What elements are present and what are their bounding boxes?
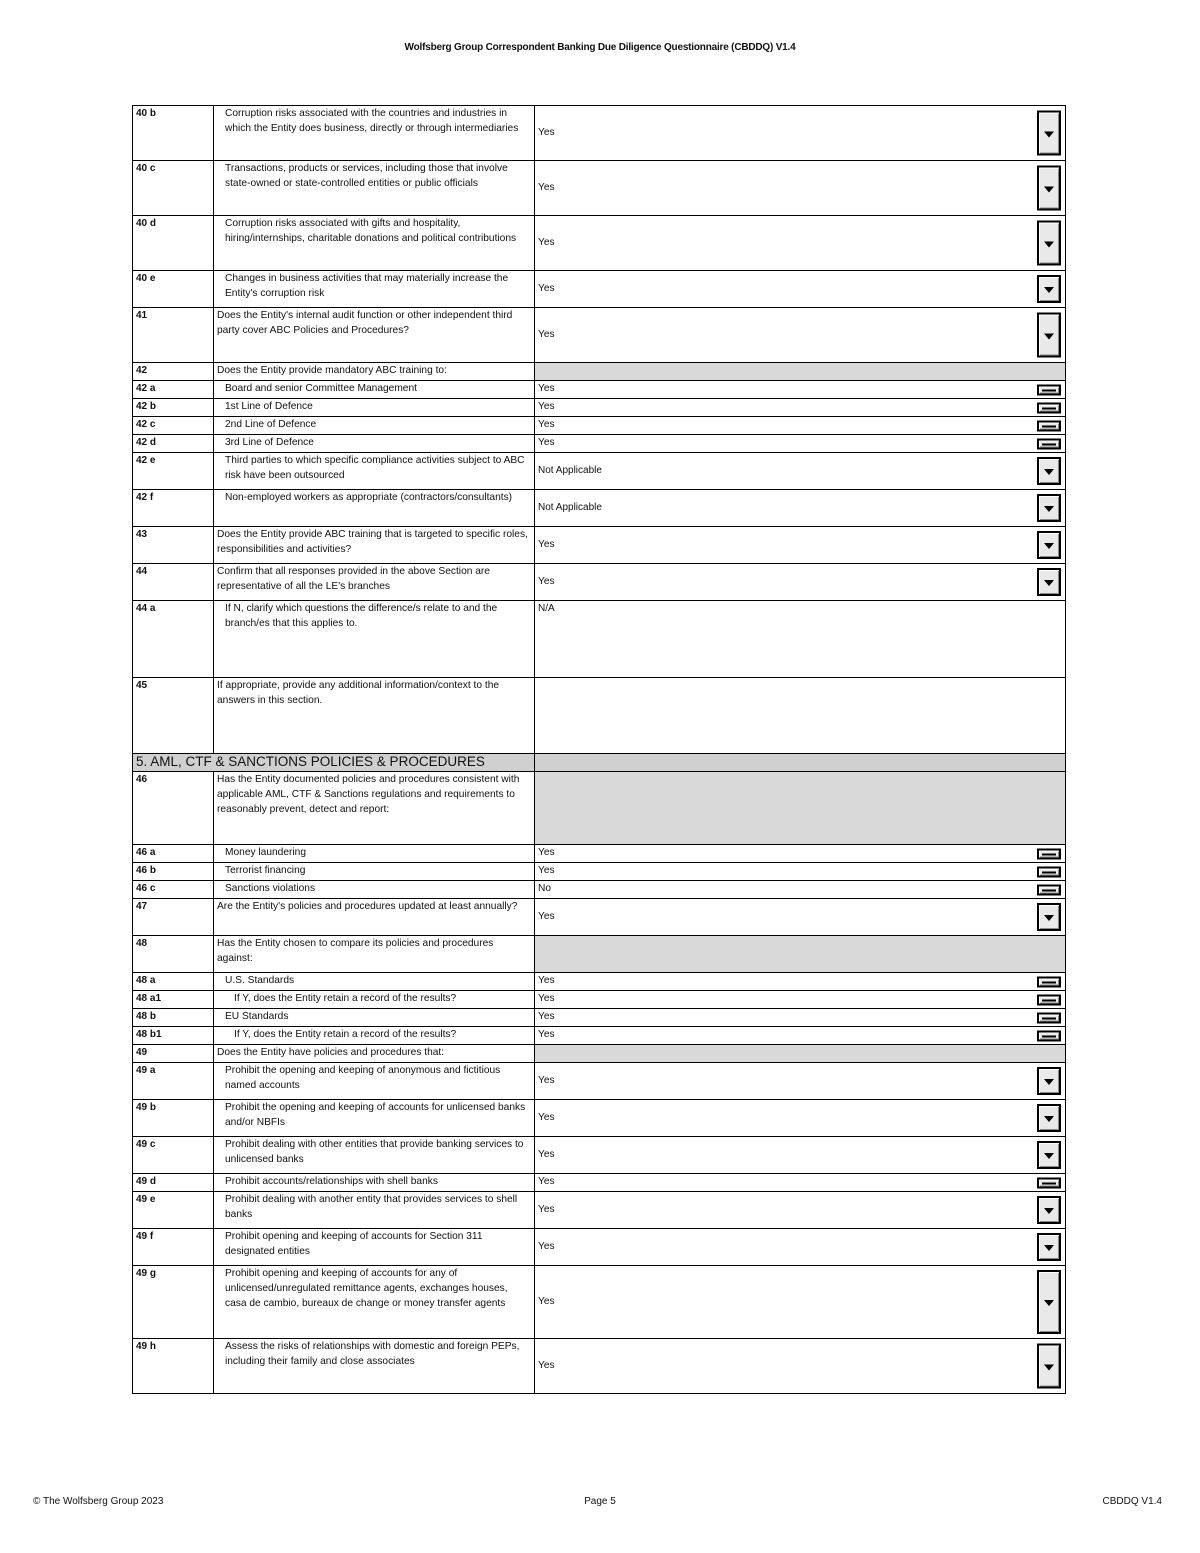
answer-dropdown[interactable] <box>535 216 1066 271</box>
answer-shaded-cell <box>535 363 1066 381</box>
question-number: 49 <box>133 1045 214 1063</box>
section-title: 5. AML, CTF & SANCTIONS POLICIES & PROCEDURES <box>133 754 535 772</box>
question-row-49e <box>133 1192 1066 1229</box>
question-text: Corruption risks associated with the countries and industries in which the Entity does business, directly or through intermediaries <box>214 106 535 161</box>
question-text: Does the Entity provide mandatory ABC training to: <box>214 363 535 381</box>
dropdown-arrow-icon[interactable] <box>1037 531 1061 559</box>
answer-value: Yes <box>538 1359 555 1371</box>
question-number: 44 <box>133 564 214 601</box>
question-text: If appropriate, provide any additional information/context to the answers in this section. <box>214 678 535 754</box>
question-number: 46 b <box>133 863 214 881</box>
answer-value: Yes <box>538 1203 555 1215</box>
answer-value: Yes <box>538 419 555 431</box>
footer-version: CBDDQ V1.4 <box>1102 1496 1162 1507</box>
question-number: 40 b <box>133 106 214 161</box>
question-number: 49 c <box>133 1137 214 1174</box>
question-row-48 <box>133 936 1066 973</box>
question-text: If N, clarify which questions the difference/s relate to and the branch/es that this applies to. <box>214 601 535 678</box>
answer-value: Not Applicable <box>538 501 602 513</box>
question-number: 42 e <box>133 453 214 490</box>
question-row-49g <box>133 1266 1066 1339</box>
answer-dropdown[interactable] <box>535 1100 1066 1137</box>
answer-dropdown[interactable] <box>535 899 1066 936</box>
question-number: 44 a <box>133 601 214 678</box>
question-number: 42 b <box>133 399 214 417</box>
question-text: Confirm that all responses provided in the above Section are representative of all the LE's branches <box>214 564 535 601</box>
question-row-43 <box>133 527 1066 564</box>
question-text: Prohibit the opening and keeping of anonymous and fictitious named accounts <box>214 1063 535 1100</box>
question-number: 48 b <box>133 1009 214 1027</box>
dropdown-arrow-icon[interactable] <box>1037 1067 1061 1095</box>
dropdown-button-icon[interactable] <box>1037 1012 1061 1023</box>
question-row-42d <box>133 435 1066 453</box>
answer-dropdown[interactable] <box>535 1027 1066 1045</box>
answer-value: Not Applicable <box>538 464 602 476</box>
dropdown-button-icon[interactable] <box>1037 866 1061 877</box>
dropdown-button-icon[interactable] <box>1037 884 1061 895</box>
question-text: Non-employed workers as appropriate (contractors/consultants) <box>214 490 535 527</box>
answer-dropdown[interactable] <box>535 1339 1066 1394</box>
answer-value: Yes <box>538 1111 555 1123</box>
answer-dropdown[interactable] <box>535 1137 1066 1174</box>
questionnaire-table <box>132 105 1066 1394</box>
answer-dropdown[interactable] <box>535 845 1066 863</box>
answer-dropdown[interactable] <box>535 1009 1066 1027</box>
question-text: Changes in business activities that may materially increase the Entity's corruption risk <box>214 271 535 308</box>
footer-page-number: Page 5 <box>584 1496 616 1507</box>
answer-value: Yes <box>538 126 555 138</box>
question-number: 49 a <box>133 1063 214 1100</box>
question-number: 40 c <box>133 161 214 216</box>
question-text: Does the Entity have policies and procedures that: <box>214 1045 535 1063</box>
question-row-45 <box>133 678 1066 754</box>
answer-value: Yes <box>538 236 555 248</box>
question-row-40b <box>133 106 1066 161</box>
question-text: EU Standards <box>214 1009 535 1027</box>
question-number: 49 f <box>133 1229 214 1266</box>
dropdown-arrow-icon[interactable] <box>1037 275 1061 303</box>
question-row-48b <box>133 1009 1066 1027</box>
question-row-40c <box>133 161 1066 216</box>
dropdown-button-icon[interactable] <box>1037 402 1061 413</box>
dropdown-button-icon[interactable] <box>1037 420 1061 431</box>
question-text: Assess the risks of relationships with domestic and foreign PEPs, including their family and close associates <box>214 1339 535 1394</box>
question-text: Does the Entity's internal audit function or other independent third party cover ABC Policies and Procedures? <box>214 308 535 363</box>
answer-dropdown[interactable] <box>535 417 1066 435</box>
dropdown-arrow-icon[interactable] <box>1037 221 1061 266</box>
question-number: 43 <box>133 527 214 564</box>
question-text: Terrorist financing <box>214 863 535 881</box>
answer-shaded-cell <box>535 772 1066 845</box>
answer-dropdown[interactable] <box>535 1192 1066 1229</box>
dropdown-arrow-icon[interactable] <box>1037 1344 1061 1389</box>
question-text: Prohibit opening and keeping of accounts for Section 311 designated entities <box>214 1229 535 1266</box>
question-number: 42 a <box>133 381 214 399</box>
answer-dropdown[interactable] <box>535 1229 1066 1266</box>
answer-dropdown[interactable] <box>535 106 1066 161</box>
dropdown-button-icon[interactable] <box>1037 1030 1061 1041</box>
question-number: 45 <box>133 678 214 754</box>
question-row-46a <box>133 845 1066 863</box>
question-text: Money laundering <box>214 845 535 863</box>
question-text: Board and senior Committee Management <box>214 381 535 399</box>
question-number: 49 d <box>133 1174 214 1192</box>
answer-dropdown[interactable] <box>535 527 1066 564</box>
answer-dropdown[interactable] <box>535 161 1066 216</box>
answer-value: Yes <box>538 328 555 340</box>
question-row-48a1 <box>133 991 1066 1009</box>
question-text: Prohibit accounts/relationships with shell banks <box>214 1174 535 1192</box>
question-text: If Y, does the Entity retain a record of the results? <box>214 991 535 1009</box>
answer-value: No <box>538 883 552 895</box>
dropdown-arrow-icon[interactable] <box>1037 1196 1061 1224</box>
answer-dropdown[interactable] <box>535 271 1066 308</box>
question-row-42f <box>133 490 1066 527</box>
answer-value: Yes <box>538 437 555 449</box>
question-row-48a <box>133 973 1066 991</box>
question-number: 42 f <box>133 490 214 527</box>
answer-dropdown[interactable] <box>535 308 1066 363</box>
question-row-44 <box>133 564 1066 601</box>
question-text: 1st Line of Defence <box>214 399 535 417</box>
question-number: 42 c <box>133 417 214 435</box>
answer-value: Yes <box>538 181 555 193</box>
answer-dropdown[interactable] <box>535 435 1066 453</box>
question-number: 48 <box>133 936 214 973</box>
answer-dropdown[interactable] <box>535 1174 1066 1192</box>
question-row-42a <box>133 381 1066 399</box>
dropdown-button-icon[interactable] <box>1037 1177 1061 1188</box>
answer-value: Yes <box>538 975 555 987</box>
answer-dropdown[interactable] <box>535 490 1066 527</box>
answer-value: Yes <box>538 1011 555 1023</box>
answer-value: Yes <box>538 401 555 413</box>
answer-dropdown[interactable] <box>535 991 1066 1009</box>
question-row-49c <box>133 1137 1066 1174</box>
answer-dropdown[interactable] <box>535 564 1066 601</box>
question-number: 42 <box>133 363 214 381</box>
answer-dropdown[interactable] <box>535 453 1066 490</box>
question-number: 49 g <box>133 1266 214 1339</box>
dropdown-arrow-icon[interactable] <box>1037 1104 1061 1132</box>
dropdown-arrow-icon[interactable] <box>1037 457 1061 485</box>
question-number: 47 <box>133 899 214 936</box>
dropdown-arrow-icon[interactable] <box>1037 1141 1061 1169</box>
section-header-blank <box>535 754 1066 772</box>
question-text: Prohibit dealing with other entities that provide banking services to unlicensed banks <box>214 1137 535 1174</box>
question-row-44a <box>133 601 1066 678</box>
answer-value: Yes <box>538 910 555 922</box>
dropdown-arrow-icon[interactable] <box>1037 111 1061 156</box>
section-header-row <box>133 754 1066 772</box>
dropdown-arrow-icon[interactable] <box>1037 166 1061 211</box>
answer-value: Yes <box>538 538 555 550</box>
question-row-46 <box>133 772 1066 845</box>
document-header-title: Wolfsberg Group Correspondent Banking Due Diligence Questionnaire (CBDDQ) V1.4 <box>404 42 796 53</box>
question-text: Third parties to which specific compliance activities subject to ABC risk have been outsourced <box>214 453 535 490</box>
answer-value: Yes <box>538 1240 555 1252</box>
dropdown-arrow-icon[interactable] <box>1037 494 1061 522</box>
dropdown-button-icon[interactable] <box>1037 384 1061 395</box>
answer-value: Yes <box>538 993 555 1005</box>
question-text: Corruption risks associated with gifts and hospitality, hiring/internships, charitable donations and political contributions <box>214 216 535 271</box>
question-row-49h <box>133 1339 1066 1394</box>
dropdown-arrow-icon[interactable] <box>1037 1270 1061 1334</box>
answer-value: Yes <box>538 1176 555 1188</box>
question-row-47 <box>133 899 1066 936</box>
answer-value: Yes <box>538 1074 555 1086</box>
dropdown-button-icon[interactable] <box>1037 994 1061 1005</box>
question-number: 48 b1 <box>133 1027 214 1045</box>
question-row-46b <box>133 863 1066 881</box>
question-text: U.S. Standards <box>214 973 535 991</box>
answer-dropdown[interactable] <box>535 399 1066 417</box>
answer-value: Yes <box>538 282 555 294</box>
question-number: 49 h <box>133 1339 214 1394</box>
question-text: If Y, does the Entity retain a record of the results? <box>214 1027 535 1045</box>
question-row-49d <box>133 1174 1066 1192</box>
question-number: 40 e <box>133 271 214 308</box>
question-row-41 <box>133 308 1066 363</box>
question-number: 48 a1 <box>133 991 214 1009</box>
question-number: 41 <box>133 308 214 363</box>
question-row-40d <box>133 216 1066 271</box>
question-number: 46 c <box>133 881 214 899</box>
dropdown-button-icon[interactable] <box>1037 848 1061 859</box>
answer-dropdown[interactable] <box>535 973 1066 991</box>
question-text: Are the Entity's policies and procedures updated at least annually? <box>214 899 535 936</box>
question-number: 42 d <box>133 435 214 453</box>
answer-value: Yes <box>538 1148 555 1160</box>
question-number: 49 b <box>133 1100 214 1137</box>
question-text: Prohibit the opening and keeping of accounts for unlicensed banks and/or NBFIs <box>214 1100 535 1137</box>
question-row-40e <box>133 271 1066 308</box>
question-number: 48 a <box>133 973 214 991</box>
answer-dropdown[interactable] <box>535 381 1066 399</box>
answer-value: Yes <box>538 383 555 395</box>
answer-value: Yes <box>538 1029 555 1041</box>
answer-text-field[interactable]: N/A <box>535 601 1066 678</box>
question-text: 2nd Line of Defence <box>214 417 535 435</box>
answer-value: Yes <box>538 1295 555 1307</box>
answer-dropdown[interactable] <box>535 1266 1066 1339</box>
question-row-42c <box>133 417 1066 435</box>
question-text: Has the Entity chosen to compare its policies and procedures against: <box>214 936 535 973</box>
question-row-46c <box>133 881 1066 899</box>
answer-value: Yes <box>538 865 555 877</box>
answer-dropdown[interactable] <box>535 1063 1066 1100</box>
answer-dropdown[interactable] <box>535 881 1066 899</box>
question-text: Sanctions violations <box>214 881 535 899</box>
dropdown-arrow-icon[interactable] <box>1037 313 1061 358</box>
question-row-49b <box>133 1100 1066 1137</box>
answer-value: Yes <box>538 575 555 587</box>
answer-value: Yes <box>538 847 555 859</box>
question-row-49a <box>133 1063 1066 1100</box>
question-row-42b <box>133 399 1066 417</box>
dropdown-arrow-icon[interactable] <box>1037 1233 1061 1261</box>
answer-shaded-cell <box>535 936 1066 973</box>
question-number: 49 e <box>133 1192 214 1229</box>
question-number: 40 d <box>133 216 214 271</box>
question-row-49 <box>133 1045 1066 1063</box>
question-text: Prohibit opening and keeping of accounts for any of unlicensed/unregulated remittance agents, exchanges houses, casa de cambio, bureaux de change or money transfer agents <box>214 1266 535 1339</box>
footer-copyright: © The Wolfsberg Group 2023 <box>33 1496 164 1507</box>
dropdown-button-icon[interactable] <box>1037 976 1061 987</box>
question-row-42e <box>133 453 1066 490</box>
question-text: 3rd Line of Defence <box>214 435 535 453</box>
question-text: Has the Entity documented policies and procedures consistent with applicable AML, CTF & Sanctions regulations and requirements to reasonably prevent, detect and report: <box>214 772 535 845</box>
question-text: Does the Entity provide ABC training that is targeted to specific roles, responsibilities and activities? <box>214 527 535 564</box>
dropdown-arrow-icon[interactable] <box>1037 568 1061 596</box>
question-row-48b1 <box>133 1027 1066 1045</box>
question-number: 46 <box>133 772 214 845</box>
question-row-49f <box>133 1229 1066 1266</box>
question-number: 46 a <box>133 845 214 863</box>
question-text: Prohibit dealing with another entity that provides services to shell banks <box>214 1192 535 1229</box>
dropdown-arrow-icon[interactable] <box>1037 903 1061 931</box>
question-row-42 <box>133 363 1066 381</box>
answer-text-field[interactable] <box>535 678 1066 754</box>
question-text: Transactions, products or services, including those that involve state-owned or state-controlled entities or public officials <box>214 161 535 216</box>
answer-shaded-cell <box>535 1045 1066 1063</box>
dropdown-button-icon[interactable] <box>1037 438 1061 449</box>
answer-dropdown[interactable] <box>535 863 1066 881</box>
